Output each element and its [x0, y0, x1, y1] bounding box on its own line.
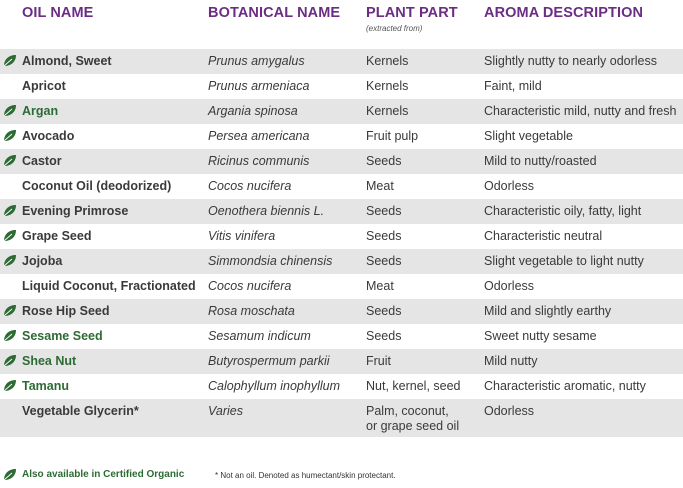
oils-table: [0, 49, 683, 437]
plant-part: Kernels: [366, 54, 409, 68]
plant-part: Kernels: [366, 79, 409, 93]
oil-name: Coconut Oil (deodorized): [22, 179, 172, 193]
aroma-description: Characteristic neutral: [484, 229, 603, 243]
aroma-description: Odorless: [484, 404, 535, 418]
aroma-description: Mild to nutty/roasted: [484, 154, 597, 168]
glycerin-footnote: * Not an oil. Denoted as humectant/skin protectant.: [215, 471, 396, 480]
leaf-icon: [3, 154, 17, 167]
table-row: [0, 274, 683, 299]
header-botanical-name: BOTANICAL NAME: [208, 5, 341, 21]
table-row: [0, 149, 683, 174]
leaf-icon: [3, 329, 17, 342]
botanical-name: Prunus amygalus: [208, 54, 305, 68]
aroma-description: Characteristic oily, fatty, light: [484, 204, 642, 218]
botanical-name: Simmondsia chinensis: [208, 254, 333, 268]
table-row: [0, 124, 683, 149]
aroma-description: Faint, mild: [484, 79, 542, 93]
botanical-name: Cocos nucifera: [208, 179, 292, 193]
botanical-name: Cocos nucifera: [208, 279, 292, 293]
table-header: [0, 5, 683, 49]
botanical-name: Rosa moschata: [208, 304, 295, 318]
leaf-icon: [3, 229, 17, 242]
aroma-description: Mild nutty: [484, 354, 538, 368]
aroma-description: Slight vegetable: [484, 129, 573, 143]
footer: [0, 466, 683, 486]
botanical-name: Oenothera biennis L.: [208, 204, 325, 218]
plant-part: Fruit pulp: [366, 129, 419, 143]
aroma-description: Mild and slightly earthy: [484, 304, 612, 318]
oil-name: Tamanu: [22, 379, 69, 393]
oil-name: Liquid Coconut, Fractionated: [22, 279, 196, 293]
table-row: [0, 349, 683, 374]
table-row: [0, 224, 683, 249]
plant-part: Seeds: [366, 304, 402, 318]
aroma-description: Slightly nutty to nearly odorless: [484, 54, 658, 68]
table-row: [0, 249, 683, 274]
plant-part: Seeds: [366, 154, 402, 168]
plant-part: Kernels: [366, 104, 409, 118]
leaf-icon: [3, 104, 17, 117]
botanical-name: Prunus armeniaca: [208, 79, 310, 93]
header-aroma-description: AROMA DESCRIPTION: [484, 5, 644, 21]
plant-part: Seeds: [366, 329, 402, 343]
leaf-icon: [3, 54, 17, 67]
botanical-name: Butyrospermum parkii: [208, 354, 330, 368]
leaf-icon: [3, 304, 17, 317]
plant-part: Seeds: [366, 229, 402, 243]
botanical-name: Sesamum indicum: [208, 329, 311, 343]
oil-name: Jojoba: [22, 254, 63, 268]
oil-name: Almond, Sweet: [22, 54, 112, 68]
table-row: [0, 174, 683, 199]
header-plant-part: PLANT PART: [366, 5, 458, 21]
leaf-icon: [3, 254, 17, 267]
botanical-name: Persea americana: [208, 129, 310, 143]
botanical-name: Varies: [208, 404, 243, 418]
header-plant-part-sub: (extracted from): [366, 24, 423, 33]
plant-part-line2: or grape seed oil: [366, 419, 460, 433]
leaf-icon: [3, 204, 17, 217]
plant-part: Fruit: [366, 354, 391, 368]
table-row: [0, 324, 683, 349]
plant-part: Seeds: [366, 204, 402, 218]
botanical-name: Vitis vinifera: [208, 229, 276, 243]
table-row: [0, 199, 683, 224]
oil-name: Sesame Seed: [22, 329, 103, 343]
header-oil-name: OIL NAME: [22, 5, 94, 21]
botanical-name: Argania spinosa: [208, 104, 298, 118]
leaf-icon: [3, 468, 17, 481]
plant-part: Palm, coconut,: [366, 404, 449, 418]
table-row: [0, 49, 683, 74]
organic-legend: Also available in Certified Organic: [22, 469, 185, 480]
oil-name: Castor: [22, 154, 62, 168]
oil-name: Shea Nut: [22, 354, 77, 368]
oil-name: Avocado: [22, 129, 75, 143]
aroma-description: Odorless: [484, 279, 535, 293]
leaf-icon: [3, 354, 17, 367]
oil-name: Rose Hip Seed: [22, 304, 110, 318]
oil-name: Apricot: [22, 79, 66, 93]
botanical-name: Ricinus communis: [208, 154, 310, 168]
table-row: [0, 74, 683, 99]
oil-name: Vegetable Glycerin*: [22, 404, 139, 418]
botanical-name: Calophyllum inophyllum: [208, 379, 341, 393]
aroma-description: Characteristic mild, nutty and fresh: [484, 104, 677, 118]
plant-part: Nut, kernel, seed: [366, 379, 461, 393]
table-row: [0, 99, 683, 124]
plant-part: Meat: [366, 279, 394, 293]
aroma-description: Odorless: [484, 179, 535, 193]
table-row: [0, 374, 683, 399]
leaf-icon: [3, 129, 17, 142]
table-row: [0, 299, 683, 324]
oil-name: Grape Seed: [22, 229, 92, 243]
oil-name: Evening Primrose: [22, 204, 129, 218]
aroma-description: Characteristic aromatic, nutty: [484, 379, 646, 393]
table-row: [0, 399, 683, 437]
plant-part: Meat: [366, 179, 394, 193]
plant-part: Seeds: [366, 254, 402, 268]
aroma-description: Sweet nutty sesame: [484, 329, 597, 343]
aroma-description: Slight vegetable to light nutty: [484, 254, 644, 268]
oil-name: Argan: [22, 104, 59, 118]
leaf-icon: [3, 379, 17, 392]
